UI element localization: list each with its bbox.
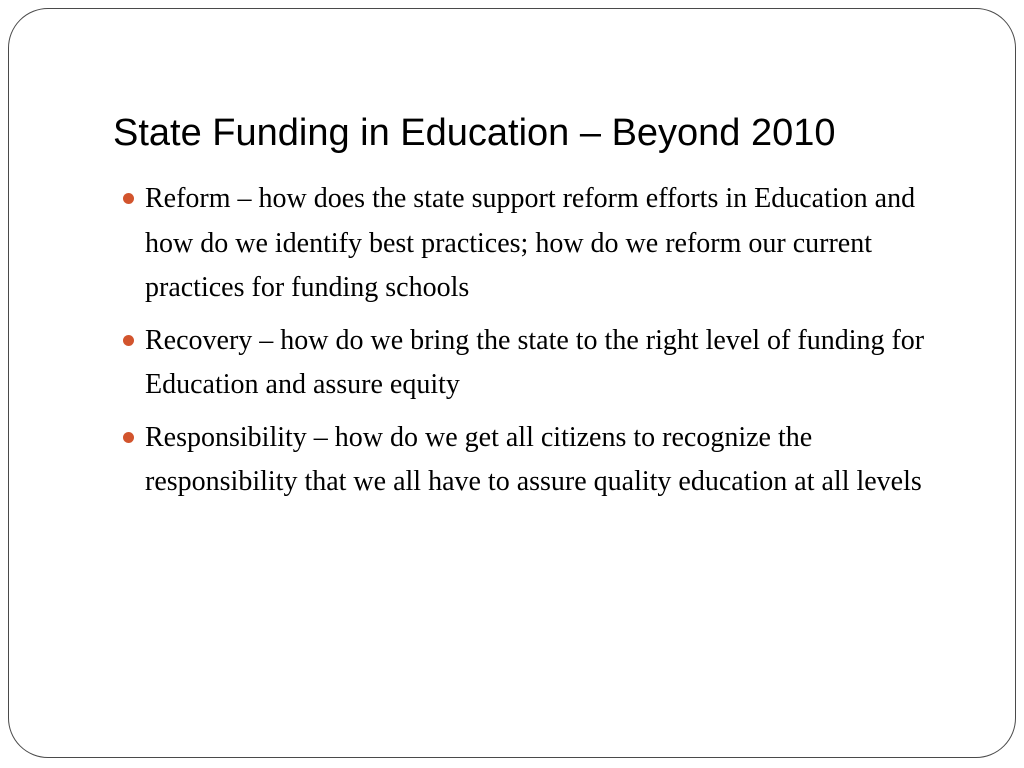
bullet-dot-icon	[123, 432, 134, 443]
bullet-text: Reform – how does the state support reform efforts in Education and how do we identify best practices; how do we reform our current practices for funding schools	[145, 183, 916, 303]
slide-title: State Funding in Education – Beyond 2010	[113, 112, 836, 154]
bullet-item-reform	[123, 177, 953, 311]
bullet-text: Responsibility – how do we get all citizens to recognize the responsibility that we all have to assure quality education at all levels	[145, 421, 922, 497]
bullet-text: Recovery – how do we bring the state to the right level of funding for Education and assure equity	[145, 324, 925, 400]
bullet-dot-icon	[123, 193, 134, 204]
bullet-item-recovery	[123, 319, 953, 408]
bullet-item-responsibility	[123, 416, 953, 505]
bullet-dot-icon	[123, 335, 134, 346]
slide-frame	[8, 8, 1016, 758]
bullet-list	[123, 177, 953, 513]
